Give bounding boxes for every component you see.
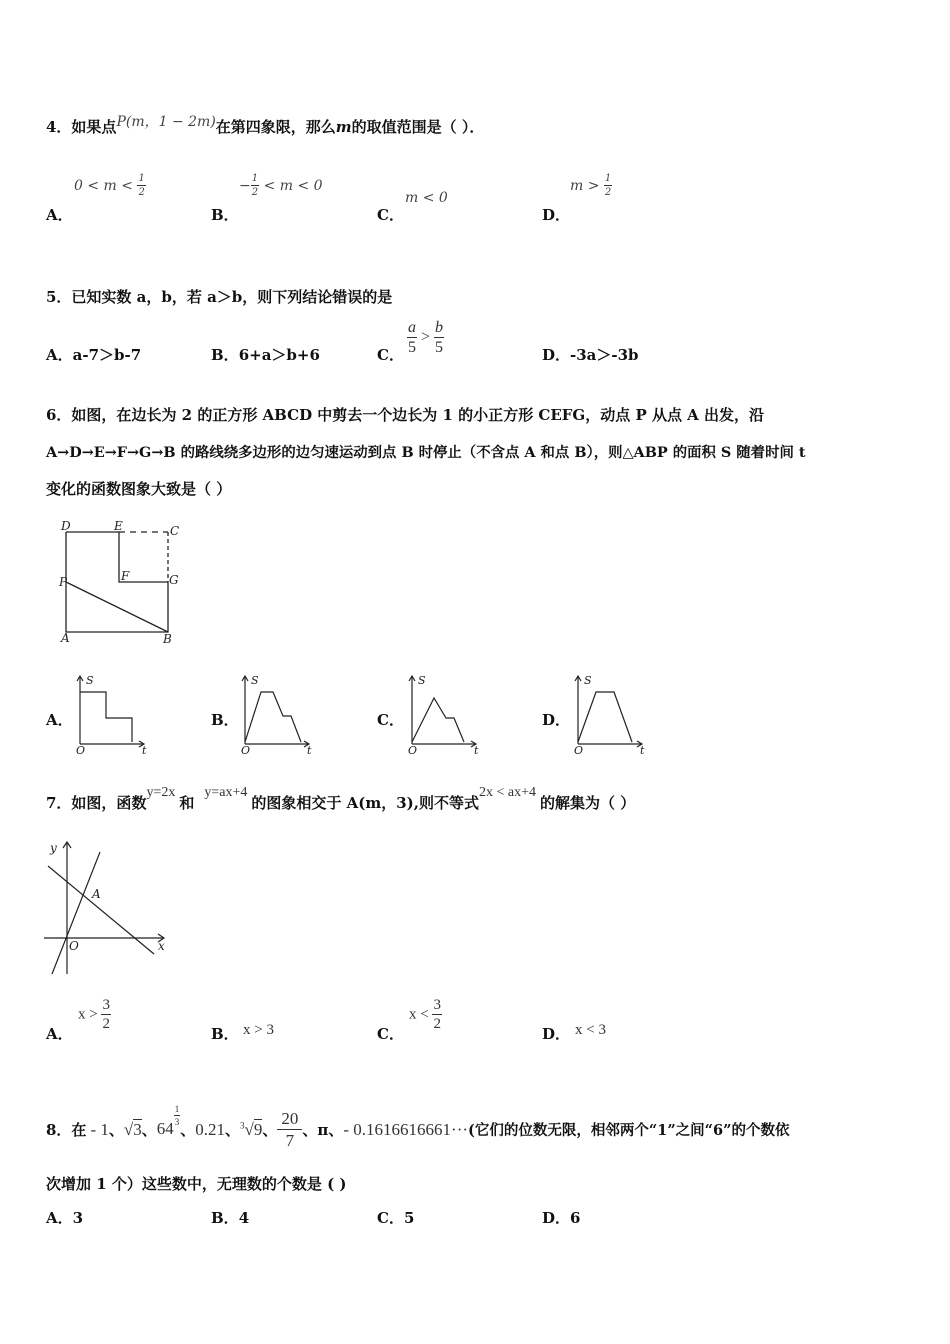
q8-term-neg1: - 1 [90, 1119, 109, 1139]
q6-graph-b-curve [245, 692, 301, 742]
q7-label-y: y [50, 841, 57, 855]
q8-option-b[interactable]: B．4 [211, 1209, 250, 1227]
q6-segment-pb [66, 582, 168, 632]
q7-middle: 的图象相交于 A(m，3),则不等式 [251, 794, 479, 812]
q8-tail: (它们的位数无限，相邻两个“1”之间“6”的个数依 [468, 1122, 790, 1139]
q8-sep-1: 、 [108, 1121, 124, 1139]
q8-option-d[interactable]: D．6 [542, 1209, 581, 1227]
q6-graph-c-s-label: S [418, 674, 426, 687]
q6-option-c-label[interactable]: C． [377, 711, 404, 729]
q4-option-d-label[interactable]: D． [542, 206, 571, 224]
q6-label-a: A [61, 631, 70, 645]
q8-option-c[interactable]: C．5 [377, 1209, 415, 1227]
q8-term-repeating-decimal: 0.21 [195, 1119, 225, 1139]
q7-prefix: 7．如图，函数 [46, 794, 147, 812]
q8-term-long-decimal: - 0.1616616661··· [343, 1119, 469, 1139]
q6-graph-a-origin: O [76, 744, 86, 757]
q6-graph-a [72, 672, 152, 758]
q5-stem: 5．已知实数 a，b，若 a＞b，则下列结论错误的是 [46, 288, 393, 306]
q7-label-x: x [158, 939, 165, 953]
q7-function-2: y=ax+4 [204, 785, 248, 800]
q8-sep-2: 、 [141, 1121, 157, 1139]
q7-line-y-ax-4 [48, 866, 154, 954]
q8-stem-line1 [46, 1103, 790, 1150]
q7-option-b-label[interactable]: B． [211, 1025, 239, 1043]
q7-option-c-expr: x < $\frac{3}{2}$ [409, 997, 441, 1032]
q5-option-c-label[interactable]: C． [377, 346, 404, 364]
q4-point: P(m，1 − 2m) [116, 114, 216, 130]
q6-graph-d-t-label: t [640, 744, 645, 757]
q4-prefix: 4．如果点 [46, 118, 117, 136]
q7-option-d-expr: x < 3 [575, 1022, 606, 1038]
q6-option-b-label[interactable]: B． [211, 711, 239, 729]
q7-option-b-expr: x > 3 [243, 1022, 274, 1038]
q6-graph-d [570, 672, 650, 758]
q8-stem-line2: 次增加 1 个）这些数中，无理数的个数是 ( ) [46, 1175, 347, 1193]
q4-option-d-expr: m > $\frac{1}{2}$ [570, 173, 612, 198]
q6-graph-c-curve [412, 698, 464, 742]
q8-sep-4: 、 [225, 1121, 241, 1139]
q6-graph-b-t-label: t [307, 744, 312, 757]
q6-graph-c-t-label: t [474, 744, 479, 757]
q6-graph-c [404, 672, 484, 758]
q4-stem [46, 116, 484, 137]
q4-option-a-expr: 0 < m < $\frac{1}{2}$ [74, 173, 145, 198]
q5-option-c-expr: $\frac{a}{5}$ > $\frac{b}{5}$ [408, 319, 444, 356]
q6-label-b: B [163, 632, 172, 646]
q6-graph-b-origin: O [241, 744, 251, 757]
q7-option-c-label[interactable]: C． [377, 1025, 404, 1043]
q8-term-sqrt3: √3 [123, 1119, 142, 1139]
q7-suffix: 的解集为（ ） [540, 794, 636, 812]
q7-stem [46, 785, 636, 813]
q6-graph-d-origin: O [574, 744, 584, 757]
q6-option-d-label[interactable]: D． [542, 711, 571, 729]
q6-graph-d-s-label: S [584, 674, 592, 687]
q6-polygon [66, 532, 168, 632]
q4-option-b-expr: − $\frac{1}{2}$ < m < 0 [239, 173, 323, 198]
q8-term-power: 64 $\frac{1}{3}$ [156, 1103, 180, 1138]
q7-option-a-label[interactable]: A． [46, 1025, 73, 1043]
q6-square-figure [56, 516, 196, 646]
q6-label-e: E [114, 519, 123, 533]
q5-option-a[interactable]: A．a-7＞b-7 [46, 346, 142, 364]
q6-graph-a-s-label: S [86, 674, 94, 687]
q7-option-d-label[interactable]: D． [542, 1025, 571, 1043]
q8-term-pi: π [317, 1120, 329, 1139]
q6-stem-line1: 6．如图，在边长为 2 的正方形 ABCD 中剪去一个边长为 1 的小正方形 CEFG，动点 P 从点 A 出发，沿 [46, 406, 765, 424]
q6-graph-b [237, 672, 317, 758]
q7-line-y-2x [52, 852, 100, 974]
q6-graph-b-s-label: S [251, 674, 259, 687]
q7-label-a: A [92, 887, 101, 901]
q6-label-g: G [169, 573, 179, 587]
q6-graph-c-origin: O [408, 744, 418, 757]
q4-option-c-label[interactable]: C． [377, 206, 404, 224]
q6-stem-line2: A→D→E→F→G→B 的路线绕多边形的边匀速运动到点 B 时停止（不含点 A 和点 B），则△ABP 的面积 S 随着时间 t [46, 444, 806, 461]
q7-function-1: y=2x [146, 785, 176, 800]
q8-sep-3: 、 [180, 1121, 196, 1139]
q7-option-a-expr: x > $\frac{3}{2}$ [78, 997, 110, 1032]
q7-and: 和 [179, 794, 195, 812]
q6-label-f: F [121, 569, 130, 583]
q8-term-fraction: $\frac{20}{7}$ [277, 1110, 302, 1149]
q8-option-a[interactable]: A．3 [46, 1209, 84, 1227]
q7-coordinate-figure [40, 836, 170, 978]
q8-prefix: 8．在 [46, 1121, 87, 1139]
q7-inequality: 2x < ax+4 [478, 785, 536, 800]
q4-var-m: m [335, 118, 352, 136]
q4-option-c-expr: m < 0 [405, 190, 448, 206]
q6-option-a-label[interactable]: A． [46, 711, 73, 729]
q6-label-p: P [59, 575, 68, 589]
q4-option-b-label[interactable]: B． [211, 206, 239, 224]
q6-graph-d-curve [578, 692, 632, 742]
q6-graph-a-curve [80, 692, 132, 742]
q7-label-o: O [69, 939, 79, 953]
q8-sep-5: 、 [262, 1121, 278, 1139]
q6-graph-a-t-label: t [142, 744, 147, 757]
q5-option-d[interactable]: D．-3a＞-3b [542, 346, 639, 364]
q5-option-b[interactable]: B．6+a＞b+6 [211, 346, 320, 364]
q8-sep-6: 、 [302, 1121, 318, 1139]
q8-sep-7: 、 [328, 1121, 344, 1139]
q6-label-c: C [170, 524, 180, 538]
q6-label-d: D [61, 519, 71, 533]
q8-term-cbrt9: $^3$√9 [240, 1119, 263, 1139]
q4-suffix-a: 在第四象限，那么 [215, 118, 336, 136]
q4-option-a-label[interactable]: A． [46, 206, 73, 224]
q4-suffix-b: 的取值范围是（ ）． [351, 118, 485, 136]
q6-stem-line3: 变化的函数图象大致是（ ） [46, 480, 232, 498]
